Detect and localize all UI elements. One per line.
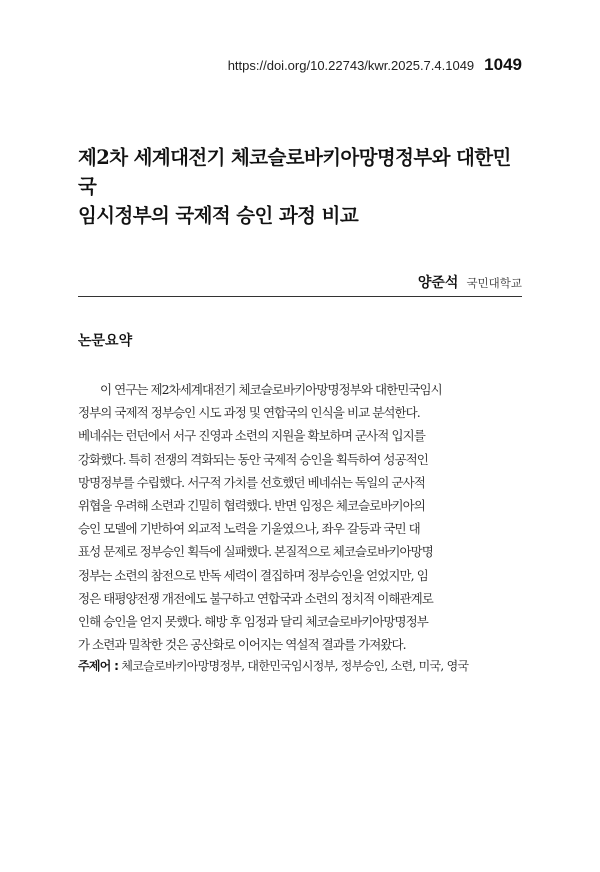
paper-title (78, 143, 528, 230)
author-name: 양준석 (417, 275, 459, 291)
abstract-line: 베네쉬는 런던에서 서구 진영과 소련의 지원을 확보하며 군사적 입지를 (78, 428, 425, 444)
abstract-line: 강화했다. 특히 전쟁의 격화되는 동안 국제적 승인을 획득하여 성공적인 (78, 451, 428, 467)
keywords (78, 657, 528, 674)
page-number: 1049 (484, 55, 522, 74)
keywords-label: 주제어 : (78, 659, 119, 673)
abstract-line: 가 소련과 밀착한 것은 공산화로 이어지는 역설적 결과를 가져왔다. (78, 637, 406, 653)
abstract-line: 승인 모델에 기반하여 외교적 노력을 기울였으나, 좌우 갈등과 국민 대 (78, 521, 420, 537)
title-line-1: 제2차 세계대전기 체코슬로바키아망명정부와 대한민국 (78, 146, 511, 198)
abstract-heading: 논문요약 (78, 333, 133, 349)
title-line-2: 임시정부의 국제적 승인 과정 비교 (78, 204, 359, 227)
abstract-line: 인해 승인을 얻지 못했다. 해방 후 임정과 달리 체코슬로바키아망명정부 (78, 613, 428, 629)
abstract-line: 정부는 소련의 참전으로 반독 세력이 결집하며 정부승인을 얻었지만, 임 (78, 567, 428, 583)
title-divider (78, 296, 522, 297)
abstract-line: 정은 태평양전쟁 개전에도 불구하고 연합국과 소련의 정치적 이해관계로 (78, 590, 433, 606)
page-header (228, 55, 522, 75)
abstract-body (78, 378, 524, 656)
abstract-line: 표성 문제로 정부승인 획득에 실패했다. 본질적으로 체코슬로바키아망명 (78, 544, 433, 560)
author-affiliation: 국민대학교 (466, 276, 522, 290)
abstract-line: 이 연구는 제2차세계대전기 체코슬로바키아망명정부와 대한민국임시 (100, 382, 442, 397)
keywords-list: 체코슬로바키아망명정부, 대한민국임시정부, 정부승인, 소련, 미국, 영국 (121, 659, 469, 673)
author-block (418, 272, 522, 292)
abstract-line: 위협을 우려해 소련과 긴밀히 협력했다. 반면 임정은 체코슬로바키아의 (78, 497, 425, 513)
abstract-line: 망명정부를 수립했다. 서구적 가치를 선호했던 베네쉬는 독일의 군사적 (78, 474, 425, 490)
abstract-line: 정부의 국제적 정부승인 시도 과정 및 연합국의 인식을 비교 분석한다. (78, 405, 420, 421)
doi-link[interactable]: https://doi.org/10.22743/kwr.2025.7.4.1049 (227, 58, 475, 73)
